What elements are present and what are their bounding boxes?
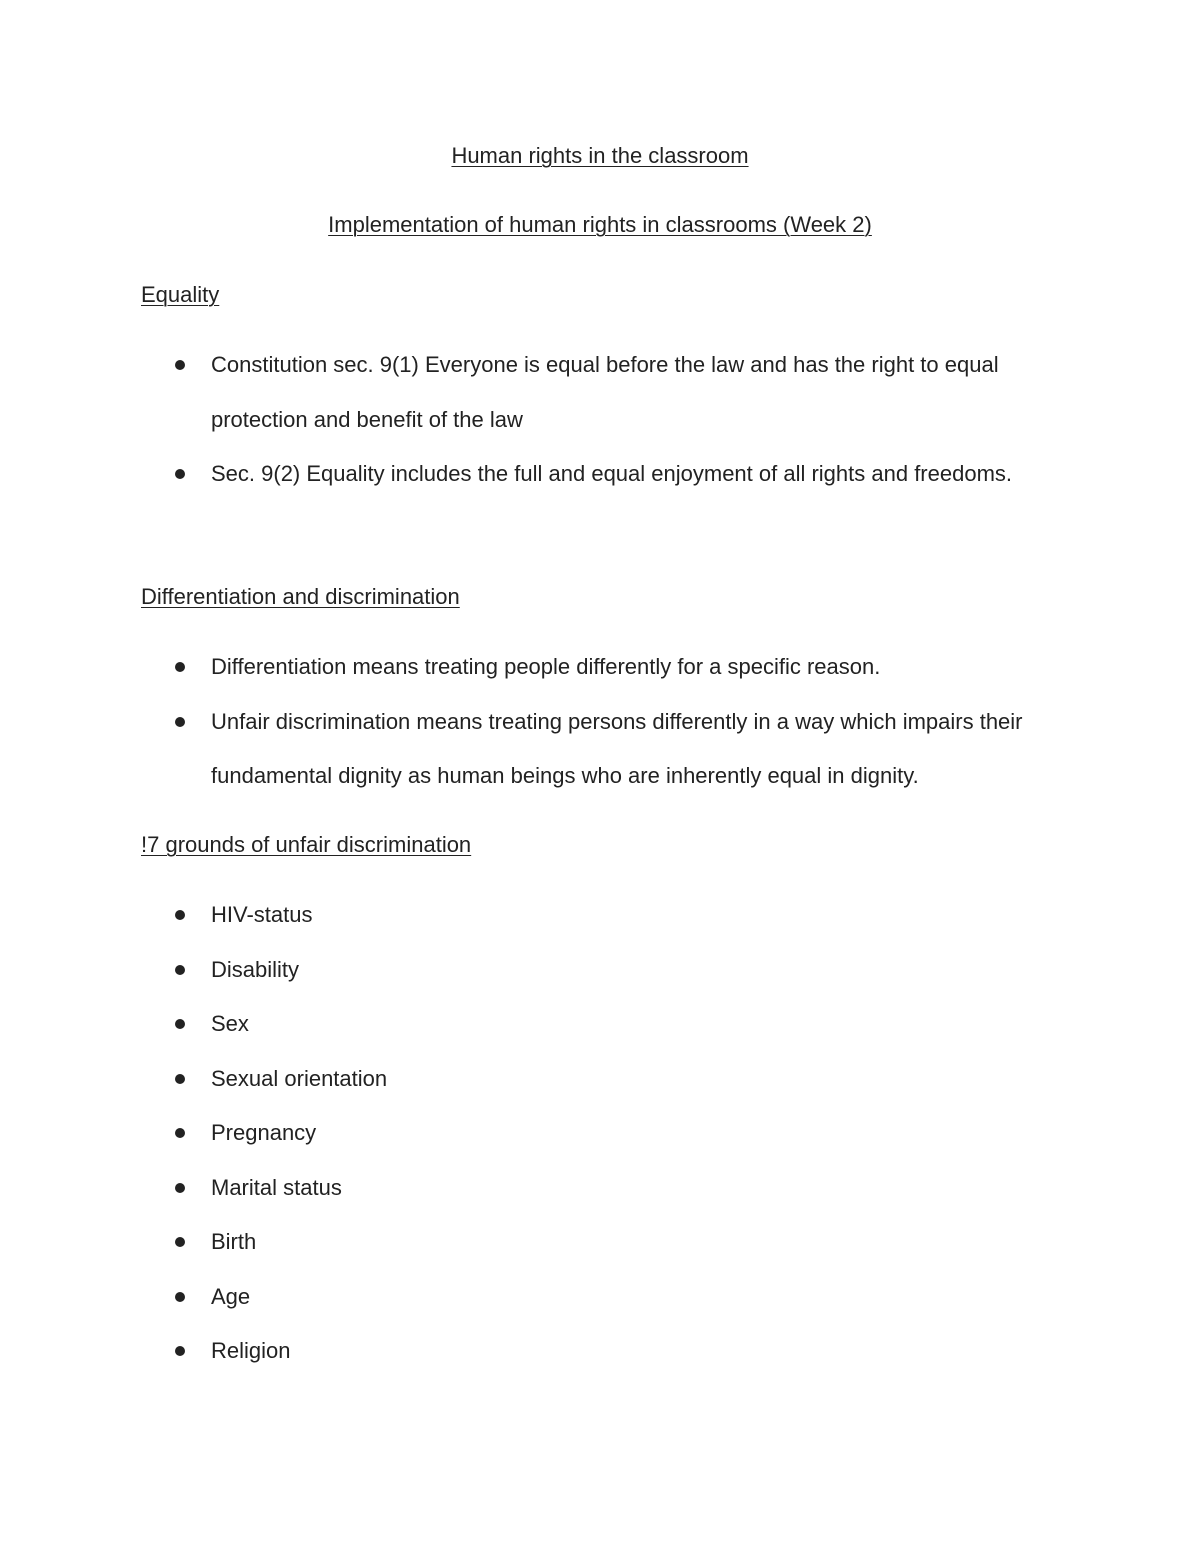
list-item-text: Sec. 9(2) Equality includes the full and equal enjoyment of all rights and freedoms. [211,461,1013,486]
list-item-text: Sex [211,1011,249,1036]
bullet-icon [175,360,185,370]
differentiation-list [0,640,1200,804]
list-item-text: Religion [211,1338,291,1363]
list-item [0,695,1200,804]
list-item-text: Sexual orientation [211,1065,388,1091]
list-item [0,447,1200,502]
bullet-icon [175,910,185,920]
document-title: Human rights in the classroom [451,143,749,168]
bullet-icon [175,1346,185,1356]
list-item [0,1270,1200,1325]
list-item-text: Pregnancy [211,1120,317,1145]
list-item [0,640,1200,695]
section-heading-grounds: !7 grounds of unfair discrimination [141,832,472,857]
bullet-icon [175,1128,185,1138]
list-item [0,1052,1200,1107]
bullet-icon [175,1183,185,1193]
list-item-text: Birth [211,1229,257,1254]
document-subtitle: Implementation of human rights in classrooms (Week 2) [328,212,872,237]
list-item [0,888,1200,943]
bullet-icon [175,662,185,672]
list-item-text: Unfair discrimination means treating persons differently in a way which impairs their fundamental dignity as human beings who are inherently equal in dignity. [211,708,1023,788]
bullet-icon [175,469,185,479]
bullet-icon [175,1292,185,1302]
list-item-text: HIV-status [211,902,313,927]
bullet-icon [175,1237,185,1247]
list-item-text: Age [211,1283,251,1309]
list-item-text: Marital status [211,1174,342,1200]
list-item [0,1324,1200,1379]
list-item [0,943,1200,998]
grounds-list [0,888,1200,1379]
section-heading-differentiation: Differentiation and discrimination [141,584,460,609]
bullet-icon [175,1074,185,1084]
bullet-icon [175,1019,185,1029]
list-item [0,338,1200,447]
list-item [0,1161,1200,1216]
list-item [0,1106,1200,1161]
list-item [0,997,1200,1052]
list-item-text: Differentiation means treating people differently for a specific reason. [211,654,881,679]
bullet-icon [175,965,185,975]
section-heading-equality: Equality [141,282,220,307]
list-item [0,1215,1200,1270]
equality-list [0,338,1200,502]
list-item-text: Constitution sec. 9(1) Everyone is equal before the law and has the right to equal protection and benefit of the law [211,352,999,432]
list-item-text: Disability [211,956,300,982]
bullet-icon [175,717,185,727]
